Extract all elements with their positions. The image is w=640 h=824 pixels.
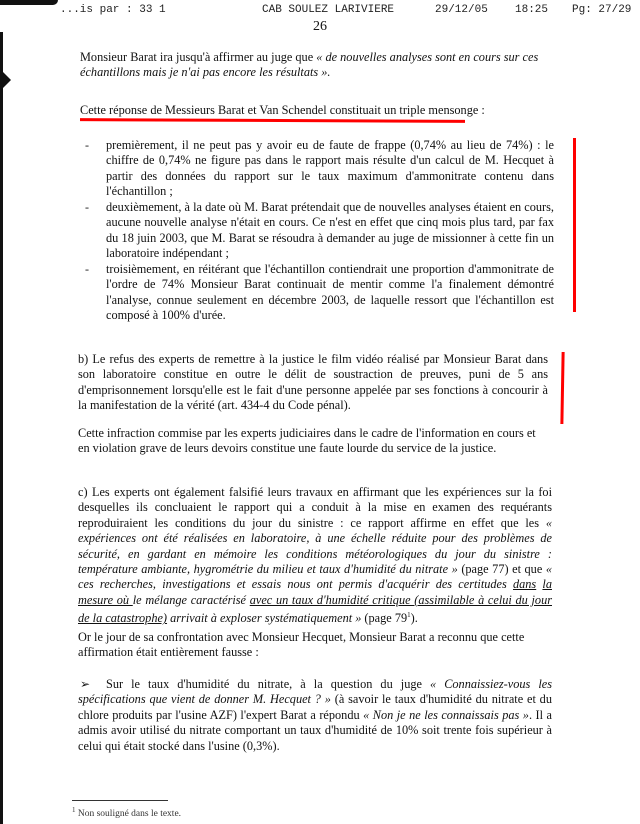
text: (page 77) et que: [457, 562, 546, 577]
fax-time: 18:25: [515, 4, 549, 16]
underlined-quote: avec un taux d'humidité critique (assimilable à celui du jour de la catastrophe): [78, 592, 552, 626]
red-margin-bar-annotation: [573, 138, 576, 312]
page-number: 26: [313, 19, 327, 34]
quote: arrivait à exploser systématiquement »: [167, 611, 362, 626]
scan-artifact-left-edge: [0, 32, 3, 824]
fax-page: Pg: 27/29: [572, 4, 632, 16]
text: (à savoir le taux d'humidité du nitrate et du chlore produits par l'usine AZF) l'expert Barat a répondu: [78, 692, 552, 722]
underlined-quote: la mesure où: [78, 577, 552, 607]
red-underline-annotation: [80, 118, 465, 123]
arrow-item-paragraph: [78, 677, 552, 754]
footnote: [72, 806, 181, 819]
fax-date: 29/12/05: [435, 4, 488, 16]
bullet-marker: -: [85, 200, 89, 214]
quote: « expériences ont été réalisées en laboratoire, à une échelle réduite pour des problèmes de sécurité, en gardant en mémoire les conditions météorologiques du jour du sinistre : température ambiante, hygrométrie du milieu et taux d'humidité du nitrate »: [78, 515, 552, 577]
section-c-paragraph: [78, 485, 552, 627]
footnote-marker: 1: [72, 806, 76, 814]
quote: « ces recherches, investigations et essais nous ont permis d'acquérir des certitudes: [78, 562, 552, 592]
bullet-marker: -: [85, 262, 89, 276]
bullet-marker: -: [85, 138, 89, 152]
text: . Il a admis avoir utilisé du nitrate comportant un taux d'humidité de 10% soit trente fois supérieur à celui qui était stocké dans l'usine (0,3%).: [78, 707, 552, 753]
bullet-item-2: deuxièmement, à la date où M. Barat prétendait que de nouvelles analyses étaient en cours, aucune nouvelle analyse n'était en cours. Ce n'est en effet que cinq mois plus tard, par fax du 18 juin 2003, que M. Barat se résoudra à demander au juge de missionner à cette fin un laboratoire indépendant ;: [106, 200, 554, 261]
infraction-paragraph: Cette infraction commise par les experts judiciaires dans le cadre de l'information en cours et en violation grave de leurs devoirs constitue une faute lourde du service de la justice.: [78, 426, 536, 456]
confrontation-paragraph: Or le jour de sa confrontation avec Monsieur Hecquet, Monsieur Barat a reconnu que cette affirmation était entièrement fausse :: [78, 630, 525, 660]
footnote-text: Non souligné dans le texte.: [75, 809, 182, 820]
fax-firm: CAB SOULEZ LARIVIERE: [262, 4, 395, 16]
red-margin-bar-annotation: [560, 352, 564, 424]
fax-sender: ...is par : 33 1: [60, 4, 166, 16]
paragraph-triple-lie: Cette réponse de Messieurs Barat et Van Schendel constituait un triple mensonge :: [80, 103, 485, 117]
text: ).: [410, 611, 418, 626]
paragraph-barat-claim: [80, 50, 540, 81]
bullet-item-3: troisièmement, en réitérant que l'échantillon contiendrait une proportion d'ammonitrate de l'ordre de 74% Monsieur Barat continuait de mentir comme l'a finalement démontré l'analyse, connue seulement en décembre 2003, de laquelle ressort que l'échantillon est composé à 100% d'urée.: [106, 262, 554, 323]
footnote-divider: [72, 800, 168, 801]
quote: « Non je ne les connaissais pas »: [363, 707, 529, 722]
quote: « Connaissiez-vous les spécifications que vient de donner M. Hecquet ? »: [78, 677, 552, 707]
scan-artifact-notch: [1, 70, 11, 90]
arrow-bullet-icon: ➢: [80, 677, 91, 691]
fax-header: [0, 4, 640, 18]
bullet-item-1: premièrement, il ne peut pas y avoir eu de faute de frappe (0,74% au lieu de 74%) : le chiffre de 0,74% ne figure pas dans le rapport mais résulte d'un calcul de M. Hecquet à partir des données du rapport sur le taux maximum d'ammonitrate contenu dans l'échantillon ;: [106, 138, 554, 199]
quote: « de nouvelles analyses sont en cours sur ces échantillons mais je n'ai pas encore les résultats ».: [80, 50, 539, 80]
text: (page 79: [361, 611, 408, 626]
quote: le mélange caractérisé: [132, 592, 250, 607]
text: c) Les experts ont également falsifié leurs travaux en affirmant que les expériences sur la foi desquelles ils concluaient le rapport qui a conduit à la mise en examen des requérants reproduiraient les conditions du jour du sinistre : ce rapport affirme en effet que les: [78, 485, 552, 530]
underlined-quote: dans: [512, 577, 537, 592]
section-b-paragraph: b) Le refus des experts de remettre à la justice le film vidéo réalisé par Monsieur Barat dans son laboratoire constitue en outre le délit de soustraction de preuves, puni de 5 ans d'emprisonnement lorsqu'elle est le fait d'une personne appelée par ses fonctions à concourir à la manifestation de la vérité (art. 434-4 du Code pénal).: [78, 352, 548, 413]
text: Sur le taux d'humidité du nitrate, à la question du juge: [106, 677, 430, 691]
text: Monsieur Barat ira jusqu'à affirmer au juge que: [80, 50, 317, 64]
footnote-ref: 1: [407, 611, 411, 620]
